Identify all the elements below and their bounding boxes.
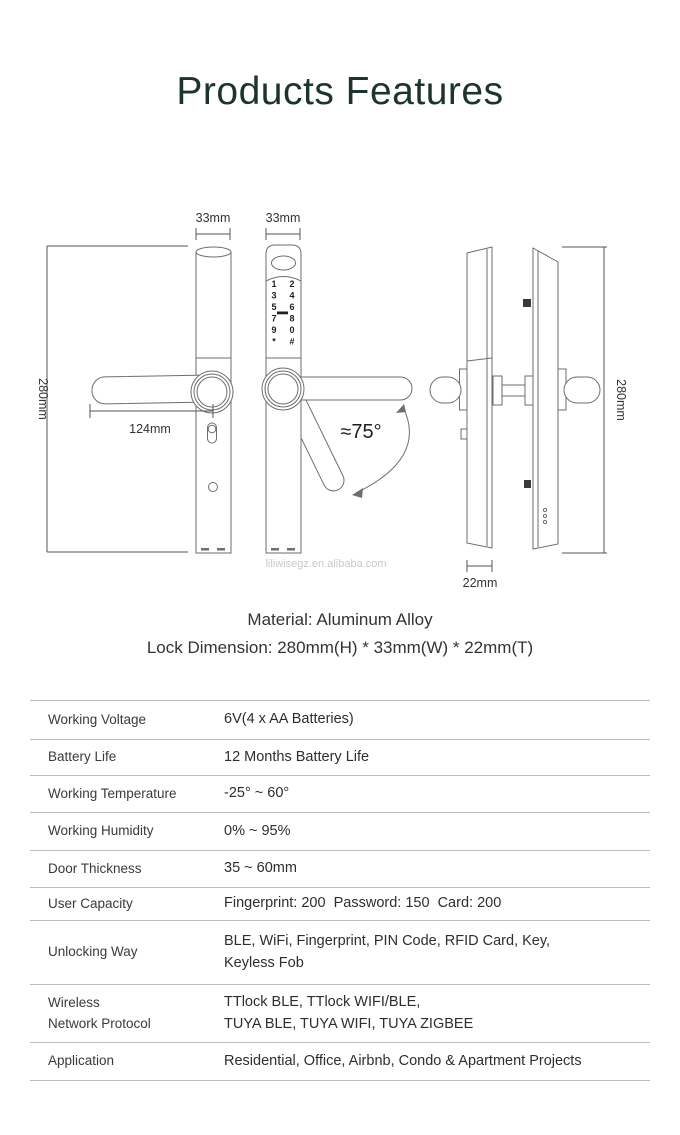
row-value: BLE, WiFi, Fingerprint, PIN Code, RFID Card, Key, Keyless Fob xyxy=(224,933,551,971)
row-label: User Capacity xyxy=(48,895,133,911)
row-value: 0% ~ 95% xyxy=(224,822,291,839)
keypad-key: # xyxy=(289,336,295,347)
row-label: Working Voltage xyxy=(48,711,147,727)
side-panel-inner xyxy=(533,248,558,549)
dim-label-280mm-right: 280mm xyxy=(614,379,628,421)
row-label: Working Temperature xyxy=(48,785,177,801)
keypad-key: 4 xyxy=(289,290,295,301)
row-value: 6V(4 x AA Batteries) xyxy=(224,711,354,728)
keypad-key: 2 xyxy=(289,279,295,289)
lock-dimension-line: Lock Dimension: 280mm(H) * 33mm(W) * 22mm(T) xyxy=(146,638,534,657)
keypad-key: 9 xyxy=(271,325,277,335)
dimension-33mm-right xyxy=(266,228,300,240)
spec-table xyxy=(30,700,650,1081)
dim-label-33mm-right: 33mm xyxy=(265,211,301,225)
lock-side-view xyxy=(430,247,628,590)
dimension-124mm xyxy=(90,404,213,418)
handle-hub xyxy=(191,371,233,413)
row-label: Application xyxy=(48,1053,115,1069)
rotation-arc-arrow xyxy=(352,404,409,498)
row-label: Wireless Network Protocol xyxy=(48,995,151,1031)
lock-front-view xyxy=(36,211,233,553)
spindle xyxy=(493,376,534,405)
mount-screw-top xyxy=(523,299,531,307)
material-block xyxy=(0,606,680,662)
keypad-key: 8 xyxy=(289,313,295,324)
keypad-slot xyxy=(277,312,288,315)
keypad-key: * xyxy=(272,336,276,347)
row-value: 35 ~ 60mm xyxy=(224,860,297,877)
keypad-key: 5 xyxy=(271,302,277,312)
handle-profile-right xyxy=(564,377,600,403)
row-value: Residential, Office, Airbnb, Condo & Apartment Projects xyxy=(224,1052,582,1069)
dimension-22mm xyxy=(467,560,492,572)
dim-label-124mm: 124mm xyxy=(129,422,171,436)
watermark: liliwisegz.en.alibaba.com xyxy=(265,558,387,570)
table-row xyxy=(30,1042,650,1080)
mount-screw-bottom xyxy=(524,480,531,488)
row-label: Working Humidity xyxy=(48,823,154,839)
page-title: Products Features xyxy=(176,70,504,113)
row-value: -25° ~ 60° xyxy=(224,785,290,802)
handle-profile-left xyxy=(430,377,461,403)
angle-label: ≈75° xyxy=(340,421,382,443)
row-value: TTlock BLE, TTlock WIFI/BLE, TUYA BLE, TUYA WIFI, TUYA ZIGBEE xyxy=(224,994,474,1032)
latch-detail xyxy=(461,429,467,439)
lock-keypad-view xyxy=(262,211,412,553)
handle-hub xyxy=(262,368,304,410)
table-row xyxy=(30,850,650,887)
table-row xyxy=(30,775,650,812)
keypad-key: 6 xyxy=(289,302,295,312)
table-row xyxy=(30,700,650,739)
keypad-key: 3 xyxy=(271,290,277,301)
row-label: Unlocking Way xyxy=(48,944,138,960)
row-label: Door Thickness xyxy=(48,860,142,876)
row-label: Battery Life xyxy=(48,749,117,765)
dim-label-280mm-left: 280mm xyxy=(36,378,50,420)
material-line: Material: Aluminum Alloy xyxy=(247,610,433,629)
keypad-key: 1 xyxy=(271,279,277,289)
table-row xyxy=(30,812,650,850)
row-value: 12 Months Battery Life xyxy=(224,748,370,765)
side-panel-outer xyxy=(467,247,492,548)
dim-label-22mm: 22mm xyxy=(462,576,498,590)
table-row xyxy=(30,887,650,920)
keypad-key: 7 xyxy=(271,313,277,324)
keyhole xyxy=(208,423,217,443)
dim-label-33mm-left: 33mm xyxy=(195,211,231,225)
row-value: Fingerprint: 200 Password: 150 Card: 200 xyxy=(224,895,502,912)
table-row xyxy=(30,739,650,775)
dimension-33mm-left xyxy=(196,228,230,240)
keypad-key: 0 xyxy=(289,325,295,335)
table-row xyxy=(30,984,650,1042)
table-row xyxy=(30,920,650,984)
